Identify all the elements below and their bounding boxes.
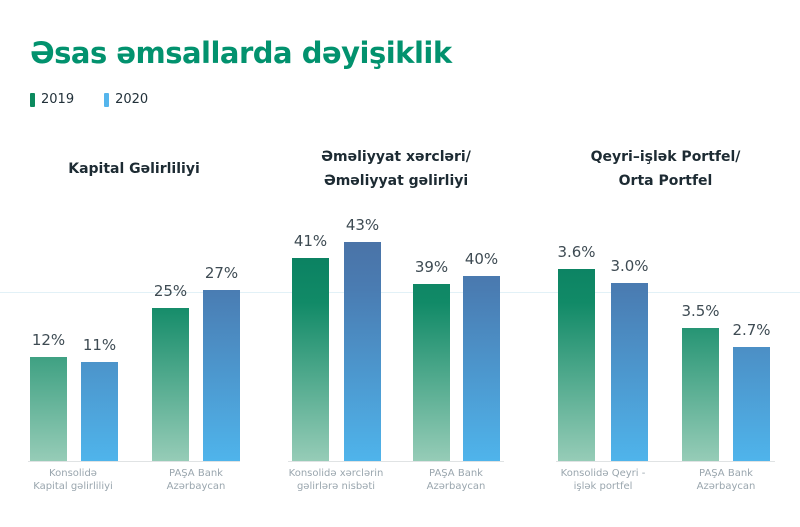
x-axis-label-line: PAŞA Bank — [169, 468, 223, 479]
bar-value-label: 39% — [414, 258, 449, 276]
x-axis-label — [541, 467, 665, 493]
bar-value-label: 41% — [293, 232, 328, 250]
bar-value-label: 27% — [204, 264, 239, 282]
x-axis-label-line: işlək portfel — [573, 481, 633, 492]
chart-group-3 — [556, 0, 775, 527]
chart-title-line: Kapital Gəlirliliyi — [68, 161, 200, 177]
x-axis-label-line: PAŞA Bank — [699, 468, 753, 479]
x-axis-label — [664, 467, 788, 493]
bar-value-label: 43% — [345, 216, 380, 234]
x-axis-label-line: Konsolidə — [49, 468, 97, 479]
bar-value-label: 40% — [464, 250, 499, 268]
legend-label: 2020 — [115, 92, 149, 107]
chart-title — [556, 144, 775, 194]
bar-2019-12% — [30, 357, 67, 461]
x-axis-line — [288, 461, 504, 462]
bar-2020-27% — [203, 290, 240, 461]
legend-label: 2019 — [41, 92, 75, 107]
bar-2020-3.0% — [611, 283, 648, 461]
plot-area — [28, 231, 240, 461]
chart-title-line: Əməliyyat gəlirliyi — [323, 173, 469, 189]
chart-title-line: Qeyri–işlək Portfel/ — [590, 149, 741, 165]
bar-2019-39% — [413, 284, 450, 461]
bar-2020-40% — [463, 276, 500, 461]
bar-2020-2.7% — [733, 347, 770, 461]
x-axis-label — [394, 467, 518, 493]
bar-2019-3.6% — [558, 269, 595, 461]
chart-title-line: Orta Portfel — [618, 173, 713, 189]
chart-title — [28, 144, 240, 194]
chart-title — [288, 144, 504, 194]
bar-2019-25% — [152, 308, 189, 461]
bar-2020-43% — [344, 242, 381, 461]
bar-value-label: 11% — [82, 336, 117, 354]
bar-2020-11% — [81, 362, 118, 461]
bar-2019-41% — [292, 258, 329, 461]
x-axis-label-line: Konsolidə xərclərin — [288, 468, 384, 479]
chart-title-line: Əməliyyat xərcləri/ — [321, 149, 471, 165]
x-axis-label-line: Kapital gəlirliliyi — [33, 481, 113, 492]
x-axis-label-line: PAŞA Bank — [429, 468, 483, 479]
chart-group-1 — [28, 0, 240, 527]
bar-value-label: 3.6% — [557, 243, 596, 261]
x-axis-line — [556, 461, 775, 462]
bar-value-label: 3.0% — [610, 257, 649, 275]
bar-value-label: 3.5% — [681, 302, 720, 320]
page-title: Əsas əmsallarda dəyişiklik — [30, 36, 452, 70]
x-axis-line — [28, 461, 240, 462]
plot-area — [556, 231, 775, 461]
x-axis-label-line: Konsolidə Qeyri - — [560, 468, 646, 479]
bar-2019-3.5% — [682, 328, 719, 461]
x-axis-label-line: Azərbaycan — [696, 481, 756, 492]
plot-area — [288, 216, 504, 461]
bar-value-label: 12% — [31, 331, 66, 349]
bar-value-label: 2.7% — [732, 321, 771, 339]
x-axis-label — [134, 467, 258, 493]
x-axis-label-line: gəlirlərə nisbəti — [296, 481, 376, 492]
chart-group-2 — [288, 0, 504, 527]
x-axis-label — [274, 467, 398, 493]
x-axis-label — [11, 467, 135, 493]
x-axis-label-line: Azərbaycan — [166, 481, 226, 492]
x-axis-label-line: Azərbaycan — [426, 481, 486, 492]
bar-value-label: 25% — [153, 282, 188, 300]
